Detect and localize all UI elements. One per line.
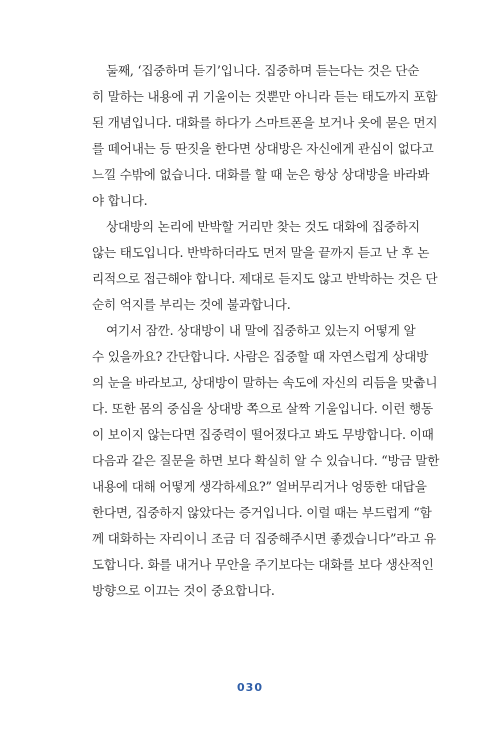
text-line: 리적으로 접근해야 합니다. 제대로 듣지도 않고 반박하는 것은 단 (92, 271, 438, 286)
text-line: 다. 또한 몸의 중심을 상대방 쪽으로 살짝 기울입니다. 이런 행동 (92, 401, 433, 416)
paragraph-2 (92, 214, 438, 318)
text-line: 도합니다. 화를 내거나 무안을 주기보다는 대화를 보다 생산적인 (92, 557, 434, 572)
text-line: 느낄 수밖에 없습니다. 대화를 할 때 눈은 항상 상대방을 바라봐 (92, 167, 430, 182)
text-line: 된 개념입니다. 대화를 하다가 스마트폰을 보거나 옷에 묻은 먼지 (92, 115, 438, 130)
paragraph-1 (92, 58, 438, 214)
page-number: 030 (237, 681, 263, 694)
text-line: 를 떼어내는 등 딴짓을 한다면 상대방은 자신에게 관심이 없다고 (92, 141, 434, 156)
text-line: 상대방의 논리에 반박할 거리만 찾는 것도 대화에 집중하지 (106, 219, 420, 234)
text-line: 께 대화하는 자리이니 조금 더 집중해주시면 좋겠습니다”라고 유 (92, 531, 436, 546)
text-line: 수 있을까요? 간단합니다. 사람은 집중할 때 자연스럽게 상대방 (92, 349, 429, 364)
text-line: 야 합니다. (92, 193, 148, 208)
text-line: 않는 태도입니다. 반박하더라도 먼저 말을 끝까지 듣고 난 후 논 (92, 245, 430, 260)
text-line: 이 보이지 않는다면 집중력이 떨어졌다고 봐도 무방합니다. 이때 (92, 427, 434, 442)
text-line: 둘째, ‘집중하며 듣기’입니다. 집중하며 듣는다는 것은 단순 (106, 63, 420, 78)
text-line: 여기서 잠깐. 상대방이 내 말에 집중하고 있는지 어떻게 알 (106, 323, 416, 338)
text-line: 내용에 대해 어떻게 생각하세요?” 얼버무리거나 엉뚱한 대답을 (92, 479, 427, 494)
body-text (92, 58, 440, 604)
text-line: 순히 억지를 부리는 것에 불과합니다. (92, 297, 291, 312)
text-line: 다음과 같은 질문을 하면 보다 확실히 알 수 있습니다. “방금 말한 (92, 453, 440, 468)
paragraph-3 (92, 318, 440, 604)
text-line: 방향으로 이끄는 것이 중요합니다. (92, 583, 275, 598)
text-line: 의 눈을 바라보고, 상대방이 말하는 속도에 자신의 리듬을 맞춥니 (92, 375, 438, 390)
text-line: 한다면, 집중하지 않았다는 증거입니다. 이럴 때는 부드럽게 “함 (92, 505, 432, 520)
text-line: 히 말하는 내용에 귀 기울이는 것뿐만 아니라 듣는 태도까지 포함 (92, 89, 438, 104)
